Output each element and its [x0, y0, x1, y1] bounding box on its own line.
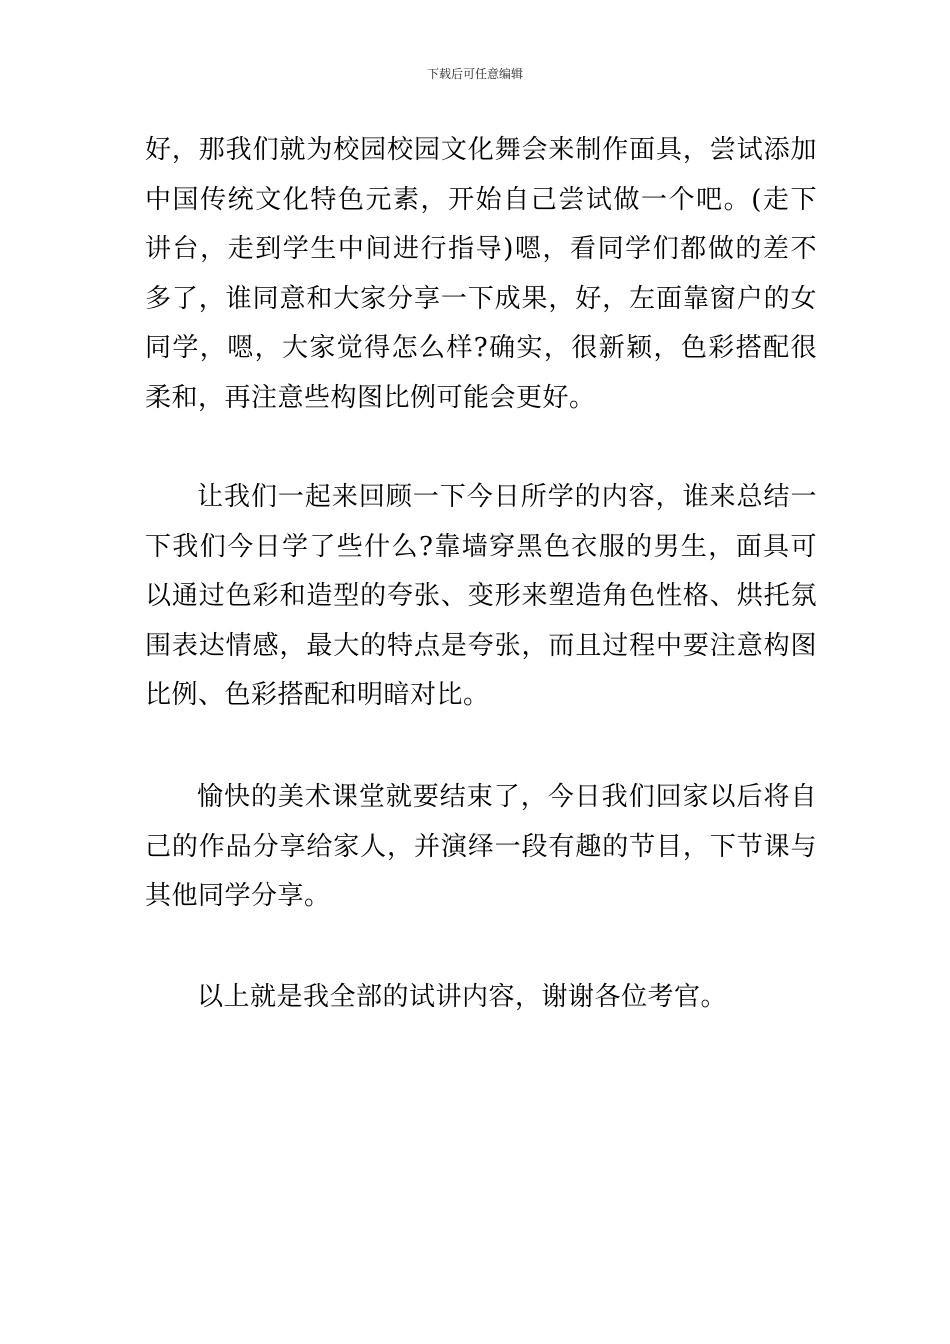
- paragraph-3: [145, 773, 817, 922]
- paragraph-1: [145, 126, 817, 424]
- paragraph-text: 以上就是我全部的试讲内容，谢谢各位考官。: [197, 982, 728, 1012]
- paragraph-text: 愉快的美术课堂就要结束了，今日我们回家以后将自己的作品分享给家人，并演绎一段有趣的节目，下节课与其他同学分享。: [145, 782, 817, 912]
- paragraph-2: [145, 473, 817, 721]
- paragraph-text: 让我们一起来回顾一下今日所学的内容，谁来总结一下我们今日学了些什么?靠墙穿黑色衣服的男生，面具可以通过色彩和造型的夸张、变形来塑造角色性格、烘托氛围表达情感，最大的特点是夸张，而且过程中要注意构图比例、色彩搭配和明暗对比。: [145, 482, 817, 711]
- paragraph-4: [145, 973, 817, 1023]
- paragraph-text: 好，那我们就为校园校园文化舞会来制作面具，尝试添加中国传统文化特色元素，开始自己尝试做一个吧。(走下讲台，走到学生中间进行指导)嗯，看同学们都做的差不多了，谁同意和大家分享一下成果，好，左面靠窗户的女同学，嗯，大家觉得怎么样?确实，很新颖，色彩搭配很柔和，再注意些构图比例可能会更好。: [145, 135, 817, 413]
- page-header: 下载后可任意编辑: [426, 67, 523, 81]
